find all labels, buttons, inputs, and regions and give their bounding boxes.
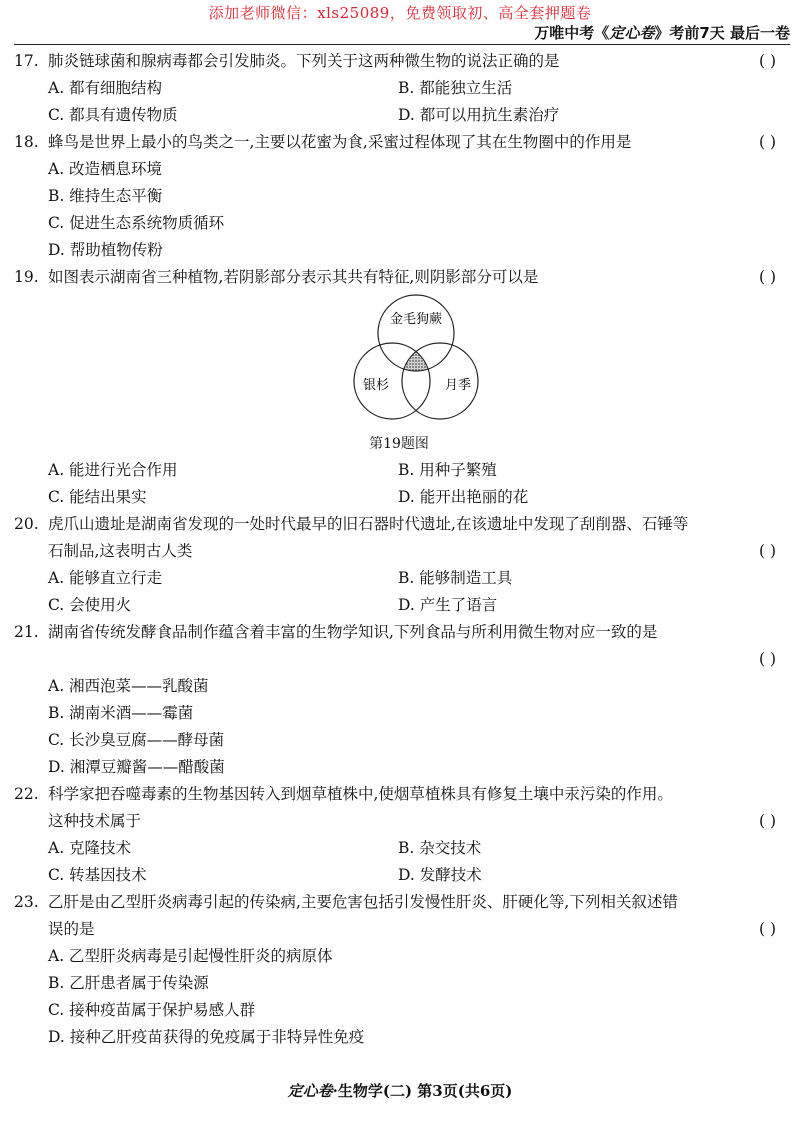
- header-prefix: 万唯中考《: [534, 24, 610, 42]
- option-d: D. 发酵技术: [398, 866, 482, 884]
- option-b: B. 能够制造工具: [398, 569, 513, 587]
- footer-brand: 定心卷: [287, 1082, 333, 1100]
- option-a: A. 乙型肝炎病毒是引起慢性肝炎的病原体: [48, 947, 333, 965]
- option-c: C. 长沙臭豆腐——酵母菌: [48, 731, 225, 749]
- question-21-paren-line: [14, 646, 788, 673]
- option-a: A. 都有细胞结构: [48, 79, 163, 97]
- option-b: B. 湖南米酒——霉菌: [48, 704, 194, 722]
- footer-text: ·生物学(二) 第3页(共6页): [332, 1082, 513, 1100]
- question-20-stem: 20. 虎爪山遗址是湖南省发现的一处时代最早的旧石器时代遗址,在该遗址中发现了刮削器、石锤等: [14, 515, 689, 533]
- option-a: A. 克隆技术: [48, 839, 132, 857]
- option-a: A. 能进行光合作用: [48, 461, 178, 479]
- option-d: D. 帮助植物传粉: [48, 241, 163, 259]
- question-22-stem-cont: 这种技术属于 ( ): [14, 808, 788, 835]
- question-20-options-row2: [14, 592, 788, 619]
- option-d: D. 湘潭豆瓣酱——醋酸菌: [48, 758, 225, 776]
- question-list: [14, 48, 788, 1051]
- question-19-stem: 19. 如图表示湖南省三种植物,若阴影部分表示其共有特征,则阴影部分可以是 ( ): [14, 264, 788, 291]
- header-suffix: 》考前7天 最后一卷: [654, 24, 790, 42]
- question-20-stem-cont: 石制品,这表明古人类 ( ): [14, 538, 788, 565]
- question-23-stem-cont: 误的是 ( ): [14, 916, 788, 943]
- label-fern: 金毛狗蕨: [389, 312, 443, 327]
- answer-paren: ( ): [758, 812, 776, 830]
- header-brand: 定心卷: [609, 24, 655, 42]
- option-b: B. 用种子繁殖: [398, 461, 497, 479]
- question-23-stem: 23. 乙肝是由乙型肝炎病毒引起的传染病,主要危害包括引发慢性肝炎、肝硬化等,下列相关叙述错: [14, 893, 678, 911]
- question-19-options-row1: [14, 457, 788, 484]
- answer-paren: ( ): [758, 920, 776, 938]
- label-rose: 月季: [444, 378, 472, 393]
- question-17-stem: 17. 肺炎链球菌和腺病毒都会引发肺炎。下列关于这两种微生物的说法正确的是 ( ): [14, 48, 788, 75]
- option-b: B. 杂交技术: [398, 839, 482, 857]
- option-d: D. 产生了语言: [398, 596, 498, 614]
- option-d: D. 接种乙肝疫苗获得的免疫属于非特异性免疫: [48, 1028, 365, 1046]
- figure-caption: 第19题图: [369, 436, 429, 452]
- question-21-stem: 21. 湖南省传统发酵食品制作蕴含着丰富的生物学知识,下列食品与所利用微生物对应一致的是: [14, 623, 658, 641]
- question-22-options-row1: [14, 835, 788, 862]
- option-b: B. 都能独立生活: [398, 79, 513, 97]
- venn-diagram: [352, 291, 482, 429]
- page-footer: [0, 1080, 800, 1101]
- option-c: C. 能结出果实: [48, 488, 147, 506]
- question-17-options-row2: [14, 102, 788, 129]
- question-18-stem: 18. 蜂鸟是世界上最小的鸟类之一,主要以花蜜为食,采蜜过程体现了其在生物圈中的作用是 ( ): [14, 129, 788, 156]
- option-b: B. 乙肝患者属于传染源: [48, 974, 209, 992]
- option-c: C. 接种疫苗属于保护易感人群: [48, 1001, 256, 1019]
- question-19-options-row2: [14, 484, 788, 511]
- question-17-options-row1: [14, 75, 788, 102]
- option-d: D. 能开出艳丽的花: [398, 488, 529, 506]
- option-a: A. 湘西泡菜——乳酸菌: [48, 677, 209, 695]
- question-22-stem: 22. 科学家把吞噬毒素的生物基因转入到烟草植株中,使烟草植株具有修复土壤中汞污染的作用。: [14, 785, 673, 803]
- option-a: A. 能够直立行走: [48, 569, 163, 587]
- answer-paren: ( ): [758, 542, 776, 560]
- option-c: C. 会使用火: [48, 596, 132, 614]
- header-rule: [14, 44, 790, 45]
- option-a: A. 改造栖息环境: [48, 160, 163, 178]
- label-cathaya: 银杉: [362, 378, 390, 393]
- watermark-banner: 添加老师微信：xls25089，免费领取初、高全套押题卷: [208, 4, 592, 22]
- option-c: C. 都具有遗传物质: [48, 106, 178, 124]
- answer-paren: ( ): [758, 650, 776, 668]
- answer-paren: ( ): [758, 268, 776, 286]
- option-b: B. 维持生态平衡: [48, 187, 163, 205]
- venn-figure: [14, 291, 788, 431]
- option-d: D. 都可以用抗生素治疗: [398, 106, 560, 124]
- option-c: C. 促进生态系统物质循环: [48, 214, 225, 232]
- answer-paren: ( ): [758, 133, 776, 151]
- page-header: [534, 22, 790, 43]
- answer-paren: ( ): [758, 52, 776, 70]
- question-20-options-row1: [14, 565, 788, 592]
- question-22-options-row2: [14, 862, 788, 889]
- option-c: C. 转基因技术: [48, 866, 147, 884]
